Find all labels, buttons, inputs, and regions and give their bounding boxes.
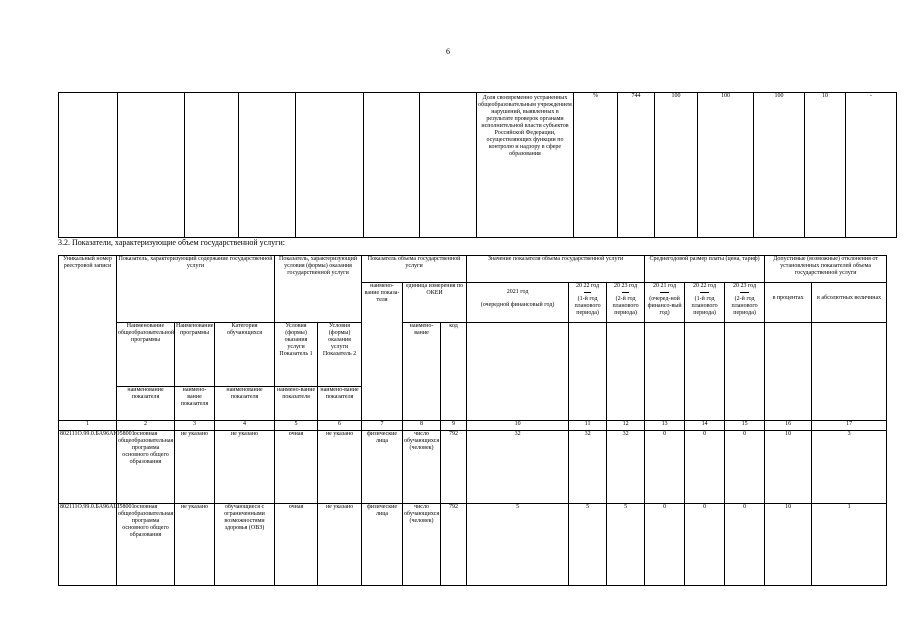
header-name-label: наименование показателя <box>117 386 175 421</box>
table-row <box>59 430 887 504</box>
top-okei: 744 <box>618 93 655 238</box>
top-empty-cell <box>59 93 118 238</box>
page-number: 6 <box>446 47 450 56</box>
top-empty-cell <box>118 93 185 238</box>
top-value-3: 100 <box>754 93 805 238</box>
header-name-label: наимено-вание показателя <box>275 386 318 421</box>
top-empty-cell <box>296 93 364 238</box>
header-empty <box>812 323 887 421</box>
header-in-absolute: в абсолютных величинах <box>812 282 887 323</box>
header-indicator-name: наимено-вание показа-теля <box>362 282 403 421</box>
student-category: обучающиеся с ограниченными возможностями здоровья (ОВЗ) <box>215 504 275 586</box>
top-empty-cell <box>364 93 420 238</box>
fee-2021: 0 <box>645 504 685 586</box>
condition-2: не указано <box>318 430 362 504</box>
reg-number: 802111О.99.0.БА96АЮ58001 <box>59 430 117 504</box>
top-dev-abs: - <box>846 93 897 238</box>
header-fee-year-2023: 20 23 год (2-й год планового периода) <box>725 282 765 323</box>
header-condition-1: Условия (формы) оказания услуги Показатель 1 <box>275 323 318 386</box>
unit-name: число обучающихся (человек) <box>403 504 441 586</box>
header-category: Категория обучающихся <box>215 323 275 386</box>
unit-code: 792 <box>441 430 467 504</box>
program-type: не указано <box>175 504 215 586</box>
top-dev-pct: 10 <box>805 93 846 238</box>
header-allowed-deviation: Допустимые (возможные) отклонения от установленных показателей объема государственной услуги <box>765 256 887 283</box>
top-value-1: 100 <box>655 93 698 238</box>
col-number: 9 <box>441 421 467 430</box>
fee-2023: 0 <box>725 430 765 504</box>
header-name-label: наименование показателя <box>215 386 275 421</box>
col-number: 5 <box>275 421 318 430</box>
service-form: очная <box>275 430 318 504</box>
header-conditions: Показатель, характеризующий условия (формы) оказания государственной услуги <box>275 256 362 323</box>
top-unit: % <box>574 93 618 238</box>
header-empty <box>645 323 685 421</box>
volume-2021: 32 <box>467 430 569 504</box>
top-table <box>58 92 897 238</box>
table-row <box>59 504 887 586</box>
section-title: 3.2. Показатели, характеризующие объем государственной услуги: <box>58 238 285 247</box>
volume-2023: 5 <box>607 504 645 586</box>
header-condition-2: Условия (формы) оказания услуги Показатель 2 <box>318 323 362 386</box>
header-program-type: Наименование программы <box>175 323 215 386</box>
volume-2022: 5 <box>569 504 607 586</box>
col-number: 10 <box>467 421 569 430</box>
header-empty <box>467 323 569 421</box>
top-indicator: Доля своевременно устраненных общеобразовательным учреждением нарушений, выявленных в результате проверок органами исполнительной власти субъектов Российской Федерации, осуществляющих функции по контролю и надзору в сфере образования <box>477 93 574 238</box>
col-number: 6 <box>318 421 362 430</box>
header-in-percent: в процентах <box>765 282 812 323</box>
col-number: 1 <box>59 421 117 430</box>
deviation-percent: 10 <box>765 504 812 586</box>
header-empty <box>765 323 812 421</box>
program-type: не указано <box>175 430 215 504</box>
header-empty <box>685 323 725 421</box>
indicator-name: физические лица <box>362 504 403 586</box>
student-category: не указано <box>215 430 275 504</box>
col-number: 2 <box>117 421 175 430</box>
header-code: код <box>441 323 467 421</box>
col-number: 11 <box>569 421 607 430</box>
col-number: 4 <box>215 421 275 430</box>
column-numbers-row <box>59 421 887 430</box>
fee-2021: 0 <box>645 430 685 504</box>
col-number: 7 <box>362 421 403 430</box>
top-empty-cell <box>420 93 477 238</box>
header-name-label: наимено-вание показателя <box>175 386 215 421</box>
header-empty <box>569 323 607 421</box>
top-value-2: 100 <box>698 93 754 238</box>
volume-2023: 32 <box>607 430 645 504</box>
program-name: основная общеобразовательная программа основного общего образования <box>117 504 175 586</box>
header-volume-values: Значение показателя объема государственной услуги <box>467 256 645 283</box>
col-number: 14 <box>685 421 725 430</box>
fee-2022: 0 <box>685 430 725 504</box>
header-name-label: наимено-вание показателя <box>318 386 362 421</box>
volume-2022: 32 <box>569 430 607 504</box>
program-name: основная общеобразовательная программа основного общего образования <box>117 430 175 504</box>
reg-number: 802111О.99.0.БА96АШ58001 <box>59 504 117 586</box>
header-unit-okei: единица измерения по ОКЕИ <box>403 282 467 323</box>
col-number: 15 <box>725 421 765 430</box>
deviation-percent: 10 <box>765 430 812 504</box>
volume-table <box>58 255 887 586</box>
col-number: 12 <box>607 421 645 430</box>
top-empty-cell <box>185 93 239 238</box>
service-form: очная <box>275 504 318 586</box>
fee-2022: 0 <box>685 504 725 586</box>
deviation-absolute: 3 <box>812 430 887 504</box>
top-empty-cell <box>239 93 296 238</box>
header-fee: Среднегодовой размер платы (цена, тариф) <box>645 256 765 283</box>
header-fee-year-2021: 20 21 год (очеред-ной финансо-вый год) <box>645 282 685 323</box>
unit-code: 792 <box>441 504 467 586</box>
header-unit-name: наимено-вание <box>403 323 441 421</box>
col-number: 8 <box>403 421 441 430</box>
header-empty <box>725 323 765 421</box>
col-number: 17 <box>812 421 887 430</box>
header-year-2023: 20 23 год (2-й год планового периода) <box>607 282 645 323</box>
deviation-absolute: 1 <box>812 504 887 586</box>
header-fee-year-2022: 20 22 год (1-й год планового периода) <box>685 282 725 323</box>
volume-2021: 5 <box>467 504 569 586</box>
header-empty <box>607 323 645 421</box>
indicator-name: физические лица <box>362 430 403 504</box>
condition-2: не указано <box>318 504 362 586</box>
header-year-2022: 20 22 год (1-й год планового периода) <box>569 282 607 323</box>
header-year-2021: 2021 год (очередной финансовый год) <box>467 282 569 323</box>
unit-name: число обучающихся (человек) <box>403 430 441 504</box>
header-reg-num: Уникальный номер реестровой записи <box>59 256 117 421</box>
col-number: 16 <box>765 421 812 430</box>
header-volume-indicator: Показатель объема государственной услуги <box>362 256 467 283</box>
col-number: 3 <box>175 421 215 430</box>
header-program: Наименование общеобразовательной программы <box>117 323 175 386</box>
header-content: Показатель, характеризующий содержание государственной услуги <box>117 256 275 323</box>
fee-2023: 0 <box>725 504 765 586</box>
col-number: 13 <box>645 421 685 430</box>
